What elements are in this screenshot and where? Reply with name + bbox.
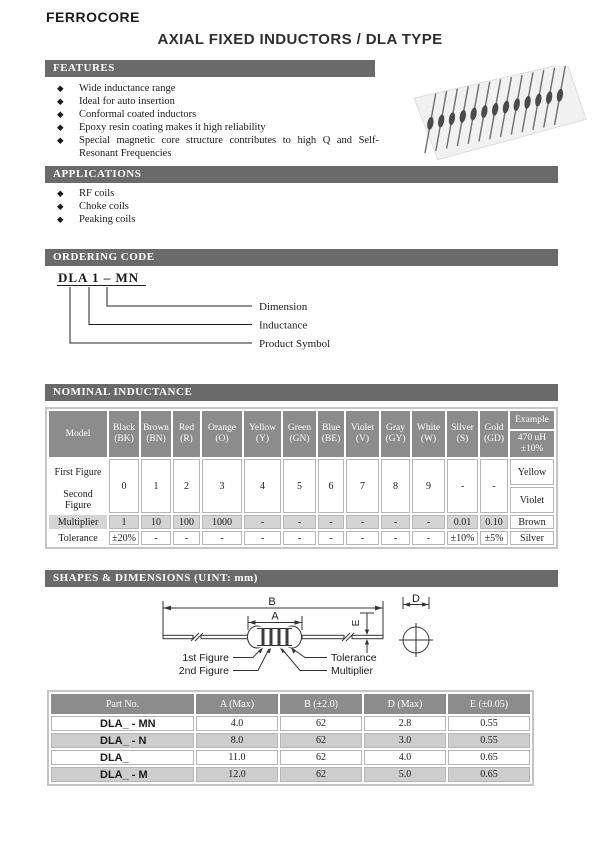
d-cell: 3.0 [364, 733, 446, 748]
part-no-cell: DLA_ - M [51, 767, 194, 782]
b-tol-header: B (±2.0) [280, 694, 362, 714]
diamond-bullet-icon: ◆ [57, 214, 64, 224]
first-figure-label: First Figure [54, 466, 102, 478]
diamond-bullet-icon: ◆ [57, 96, 64, 106]
figure-cell: 5 [283, 459, 316, 513]
color-header-cell [381, 411, 410, 457]
part-no-cell: DLA_ - N [51, 733, 194, 748]
table-row [51, 716, 530, 731]
color-header-cell [447, 411, 478, 457]
application-text: Choke coils [79, 201, 129, 212]
color-name: Green [287, 423, 312, 433]
e-cell: 0.65 [448, 767, 530, 782]
inductance-label: Inductance [259, 319, 308, 332]
color-name: Violet [350, 423, 375, 433]
page-title: AXIAL FIXED INDUCTORS / DLA TYPE [157, 31, 443, 48]
second-figure-label: Second Figure [63, 489, 93, 511]
diamond-bullet-icon: ◆ [57, 201, 64, 211]
color-header-cell [109, 411, 139, 457]
figure-cell: 6 [318, 459, 344, 513]
tolerance-cell: - [244, 531, 281, 545]
code-connector-lines [70, 287, 252, 343]
b-cell: 62 [280, 716, 362, 731]
b-cell: 62 [280, 733, 362, 748]
dimension-label: Dimension [259, 301, 308, 313]
tolerance-callout: Tolerance [331, 652, 377, 664]
color-header-cell [480, 411, 508, 457]
d-cell: 2.8 [364, 716, 446, 731]
e-cell: 0.55 [448, 716, 530, 731]
example-multiplier-cell: Brown [510, 515, 554, 529]
tolerance-cell: - [283, 531, 316, 545]
table-row [51, 750, 530, 765]
color-name: Red [178, 423, 195, 433]
lead-wire [163, 635, 193, 638]
ordering-code-diagram [45, 268, 558, 350]
multiplier-cell: 0.10 [480, 515, 508, 529]
a-cell: 11.0 [196, 750, 278, 765]
product-photo [403, 66, 593, 166]
feature-item [56, 82, 379, 95]
color-header-cell [141, 411, 171, 457]
multiplier-cell: 1000 [202, 515, 242, 529]
diamond-bullet-icon: ◆ [57, 109, 64, 119]
a-cell: 4.0 [196, 716, 278, 731]
part-no-cell: DLA_ [51, 750, 194, 765]
color-header-cell [346, 411, 379, 457]
multiplier-cell: - [283, 515, 316, 529]
taped-inductors-image [412, 66, 588, 162]
color-header-cell [244, 411, 281, 457]
diamond-bullet-icon: ◆ [57, 135, 64, 145]
application-text: Peaking coils [79, 214, 136, 225]
part-no-header: Part No. [51, 694, 194, 714]
figure-cell: 7 [346, 459, 379, 513]
figure-cell: 4 [244, 459, 281, 513]
tolerance-cell: - [173, 531, 200, 545]
color-header-cell [412, 411, 445, 457]
multiplier-cell: 0.01 [447, 515, 478, 529]
figure-cell: 1 [141, 459, 171, 513]
section-header-applications: APPLICATIONS [45, 166, 558, 183]
color-header-cell [202, 411, 242, 457]
color-code: (GN) [289, 434, 310, 444]
color-code: (W) [420, 434, 437, 444]
color-code: (R) [180, 434, 193, 444]
multiplier-cell: - [244, 515, 281, 529]
application-text: RF coils [79, 188, 115, 199]
example-second-figure-cell: Violet [510, 487, 554, 513]
feature-text: Epoxy resin coating makes it high reliability [79, 122, 266, 133]
d-cell: 5.0 [364, 767, 446, 782]
example-tolerance-cell: Silver [510, 531, 554, 545]
multiplier-cell: 100 [173, 515, 200, 529]
part-dimensions-table [47, 690, 534, 786]
b-cell: 62 [280, 750, 362, 765]
color-code: (BK) [114, 434, 134, 444]
color-name: Gray [386, 423, 405, 433]
tolerance-cell: - [412, 531, 445, 545]
color-name: White [416, 423, 441, 433]
first-figure-callout: 1st Figure [182, 652, 229, 664]
color-name: Blue [322, 423, 340, 433]
color-code: (GY) [385, 434, 406, 444]
diamond-bullet-icon: ◆ [57, 122, 64, 132]
color-header-cell [173, 411, 200, 457]
figure-cell: 8 [381, 459, 410, 513]
color-code: (S) [456, 434, 469, 444]
tolerance-cell: - [202, 531, 242, 545]
figure-cell: 9 [412, 459, 445, 513]
multiplier-cell: - [381, 515, 410, 529]
a-max-header: A (Max) [196, 694, 278, 714]
lead-wire [302, 635, 344, 638]
example-header-cell: Example [510, 411, 554, 429]
table-row [51, 733, 530, 748]
color-code: (BN) [146, 434, 166, 444]
multiplier-label: Multiplier [49, 515, 107, 529]
figure-cell: - [447, 459, 478, 513]
tolerance-cell: - [318, 531, 344, 545]
leader-tolerance [293, 649, 327, 658]
shapes-dimensions-diagram [45, 592, 558, 687]
section-header-features: FEATURES [45, 60, 375, 77]
section-header-shapes-dimensions: SHAPES & DIMENSIONS (UINT: mm) [45, 570, 558, 587]
model-header-cell: Model [49, 411, 107, 457]
color-header-cell [318, 411, 344, 457]
color-code: (BE) [321, 434, 341, 444]
color-name: Gold [484, 423, 504, 433]
feature-text: Conformal coated inductors [79, 109, 197, 120]
e-tol-header: E (±0.05) [448, 694, 530, 714]
figure-cell: 0 [109, 459, 139, 513]
e-cell: 0.65 [448, 750, 530, 765]
ordering-code-text: DLA 1 – MN [58, 270, 140, 285]
multiplier-cell: 1 [109, 515, 139, 529]
feature-text: Special magnetic core structure contributes to high Q and Self-Resonant Frequencies [79, 135, 379, 159]
application-item [56, 200, 379, 213]
section-header-ordering-code: ORDERING CODE [45, 249, 558, 266]
d-max-header: D (Max) [364, 694, 446, 714]
tolerance-cell: - [346, 531, 379, 545]
feature-text: Wide inductance range [79, 83, 176, 94]
color-code: (V) [355, 434, 370, 444]
color-name: Silver [451, 423, 474, 433]
example-subheader-cell: 470 uH ±10% [510, 431, 554, 457]
color-code: (Y) [255, 434, 270, 444]
leader-first-figure [233, 649, 261, 658]
b-cell: 62 [280, 767, 362, 782]
a-cell: 8.0 [196, 733, 278, 748]
lead-wire [352, 635, 383, 638]
multiplier-cell: 10 [141, 515, 171, 529]
second-figure-callout: 2nd Figure [178, 665, 229, 677]
a-cell: 12.0 [196, 767, 278, 782]
tolerance-cell: ±20% [109, 531, 139, 545]
feature-item [56, 108, 379, 121]
feature-item [56, 134, 379, 160]
multiplier-cell: - [412, 515, 445, 529]
feature-text: Ideal for auto insertion [79, 96, 175, 107]
color-name: Yellow [248, 423, 276, 433]
nominal-inductance-table [45, 407, 558, 549]
dim-d-label: D [412, 593, 420, 605]
feature-item [56, 95, 379, 108]
color-code: (O) [215, 434, 229, 444]
leader-multiplier [282, 649, 327, 671]
part-no-cell: DLA_ - MN [51, 716, 194, 731]
brand-logo-text: FERROCORE [46, 9, 140, 25]
tolerance-cell: - [141, 531, 171, 545]
application-item [56, 187, 379, 200]
feature-item [56, 121, 379, 134]
color-header-cell [283, 411, 316, 457]
figure-cell: 3 [202, 459, 242, 513]
section-header-nominal-inductance: NOMINAL INDUCTANCE [45, 384, 558, 401]
features-list [56, 82, 379, 160]
d-cell: 4.0 [364, 750, 446, 765]
figure-cell: - [480, 459, 508, 513]
diamond-bullet-icon: ◆ [57, 83, 64, 93]
figure-cell: 2 [173, 459, 200, 513]
tolerance-cell: ±10% [447, 531, 478, 545]
example-first-figure-cell: Yellow [510, 459, 554, 485]
dim-a-label: A [271, 610, 279, 623]
color-name: Orange [208, 423, 236, 433]
multiplier-cell: - [318, 515, 344, 529]
diamond-bullet-icon: ◆ [57, 188, 64, 198]
tolerance-cell: ±5% [480, 531, 508, 545]
application-item [56, 213, 379, 226]
leader-second-figure [233, 649, 269, 671]
e-cell: 0.55 [448, 733, 530, 748]
dim-b-label: B [268, 596, 276, 608]
tolerance-cell: - [381, 531, 410, 545]
multiplier-callout: Multiplier [331, 665, 374, 677]
color-name: Brown [143, 423, 169, 433]
applications-list [56, 187, 379, 226]
color-name: Black [112, 423, 136, 433]
lead-wire [201, 635, 248, 638]
dim-e-label: E [351, 619, 362, 627]
tolerance-label: Tolerance [58, 532, 98, 544]
multiplier-cell: - [346, 515, 379, 529]
table-row [51, 767, 530, 782]
color-code: (GD) [483, 434, 505, 444]
product-symbol-label: Product Symbol [259, 338, 331, 350]
